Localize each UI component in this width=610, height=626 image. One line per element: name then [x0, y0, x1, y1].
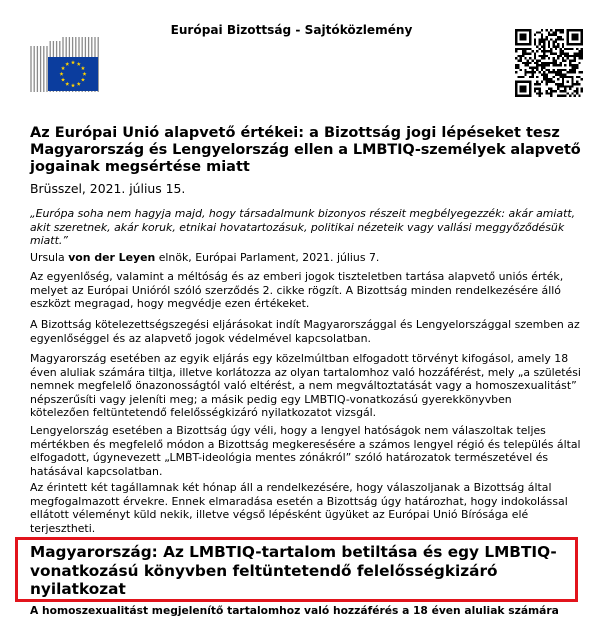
headline-line: jogainak megsértése miatt — [30, 158, 250, 175]
headline-line: Magyarország és Lengyelország ellen a LMBTIQ-személyek alapvető — [30, 141, 581, 158]
quote-line: miatt.” — [30, 234, 68, 247]
qr-code — [515, 29, 583, 97]
attribution-surname: von der Leyen — [68, 251, 156, 264]
section-heading-line: Magyarország: Az LMBTIQ-tartalom betiltása és egy LMBTIQ- — [30, 543, 557, 561]
paragraph-line: nemnek megfelelő önazonosságtól való eltérést, a nem megváltoztatását vagy a homoszexualitást” — [30, 379, 577, 393]
paragraph-line: mértékben és megfelelő módon a Bizottság megkeresésére a számos lengyel régió és település által — [30, 437, 581, 451]
paragraph — [30, 270, 582, 311]
paragraph-line: Lengyelország esetében a Bizottság úgy véli, hogy a lengyel hatóságok nem válaszoltak teljes — [30, 424, 546, 437]
paragraph-line: Az érintett két tagállamnak két hónap áll a rendelkezésére, hogy válaszoljanak a Bizottság által — [30, 481, 552, 494]
paragraph-line: egyenlőséggel és az alapvető jogok védelmével kapcsolatban. — [30, 331, 371, 345]
press-release-header: Európai Bizottság - Sajtóközlemény — [170, 23, 413, 37]
paragraph-line: éven aluliak számára tiltja, illetve korlátozza az olyan tartalomhoz való hozzáférést, mely „a születési — [30, 365, 581, 379]
paragraph-line: melyet az Európai Unióról szóló szerződés 2. cikke rögzít. A Bizottság minden rendelkezésére álló — [30, 283, 561, 297]
paragraph-line: kötelezően feltüntetendő felelősségkizáró nyilatkozatot vizsgál. — [30, 406, 377, 420]
paragraph-line: ellátott véleményt küld nekik, illetve végső lépésként ügyüket az Európai Unió Bírósága elé — [30, 508, 529, 522]
attribution-rest: elnök, Európai Parlament, 2021. július 7. — [155, 251, 380, 264]
quote-line: „Európa soha nem hagyja majd, hogy társadalmunk bizonyos részeit megbélyegezzék: akár amiatt, — [30, 207, 576, 220]
section-heading-line: vonatkozású könyvben feltüntetendő felelősségkizáró — [30, 561, 498, 580]
eu-commission-logo — [28, 36, 104, 96]
paragraph — [30, 352, 582, 420]
section-box — [15, 537, 578, 602]
paragraph-line: elfogadott, úgynevezett „LMBT-ideológia mentes zónákról” szóló határozatok természetével és — [30, 451, 549, 465]
paragraph — [30, 318, 582, 345]
paragraph-line: népszerűsíti vagy jeleníti meg; a másik pedig egy LMBTIQ-vonatkozású gyerekkönyvben — [30, 392, 512, 406]
paragraph-line: Magyarország esetében az egyik eljárás egy közelmúltban elfogadott törvényt kifogásol, amely 18 — [30, 352, 569, 365]
section-heading-line: nyilatkozat — [30, 580, 126, 599]
paragraph-line: A Bizottság kötelezettségszegési eljárásokat indít Magyarországgal és Lengyelországgal szemben az — [30, 318, 580, 331]
quote-attribution — [30, 251, 582, 265]
section-subheading: A homoszexualitást megjelenítő tartalomhoz való hozzáférés a 18 éven aluliak számára — [30, 604, 559, 617]
paragraph-line: eszközt megragad, hogy megvédje ezen értékeket. — [30, 297, 310, 311]
headline — [30, 125, 582, 176]
headline-line: Az Európai Unió alapvető értékei: a Bizottság jogi lépéseket tesz — [30, 124, 560, 141]
dateline: Brüsszel, 2021. július 15. — [30, 181, 186, 196]
paragraph-line: megfogalmazott érvekre. Ennek elmaradása esetén a Bizottság úgy határozhat, hogy indokolással — [30, 494, 568, 508]
paragraph-line: Az egyenlőség, valamint a méltóság és az emberi jogok tiszteletben tartása alapvető uniós érték, — [30, 270, 564, 283]
paragraph-line: hatásával kapcsolatban. — [30, 464, 163, 478]
attribution-first-name: Ursula — [30, 251, 69, 264]
quote-line: akit szeretnek, akár koruk, etnikai hovatartozásuk, politikai nézeteik vagy vallási meggyőződésük — [30, 220, 565, 234]
quote — [30, 207, 582, 248]
paragraph-line: terjesztheti. — [30, 521, 96, 535]
paragraph — [30, 424, 582, 478]
paragraph — [30, 481, 582, 535]
